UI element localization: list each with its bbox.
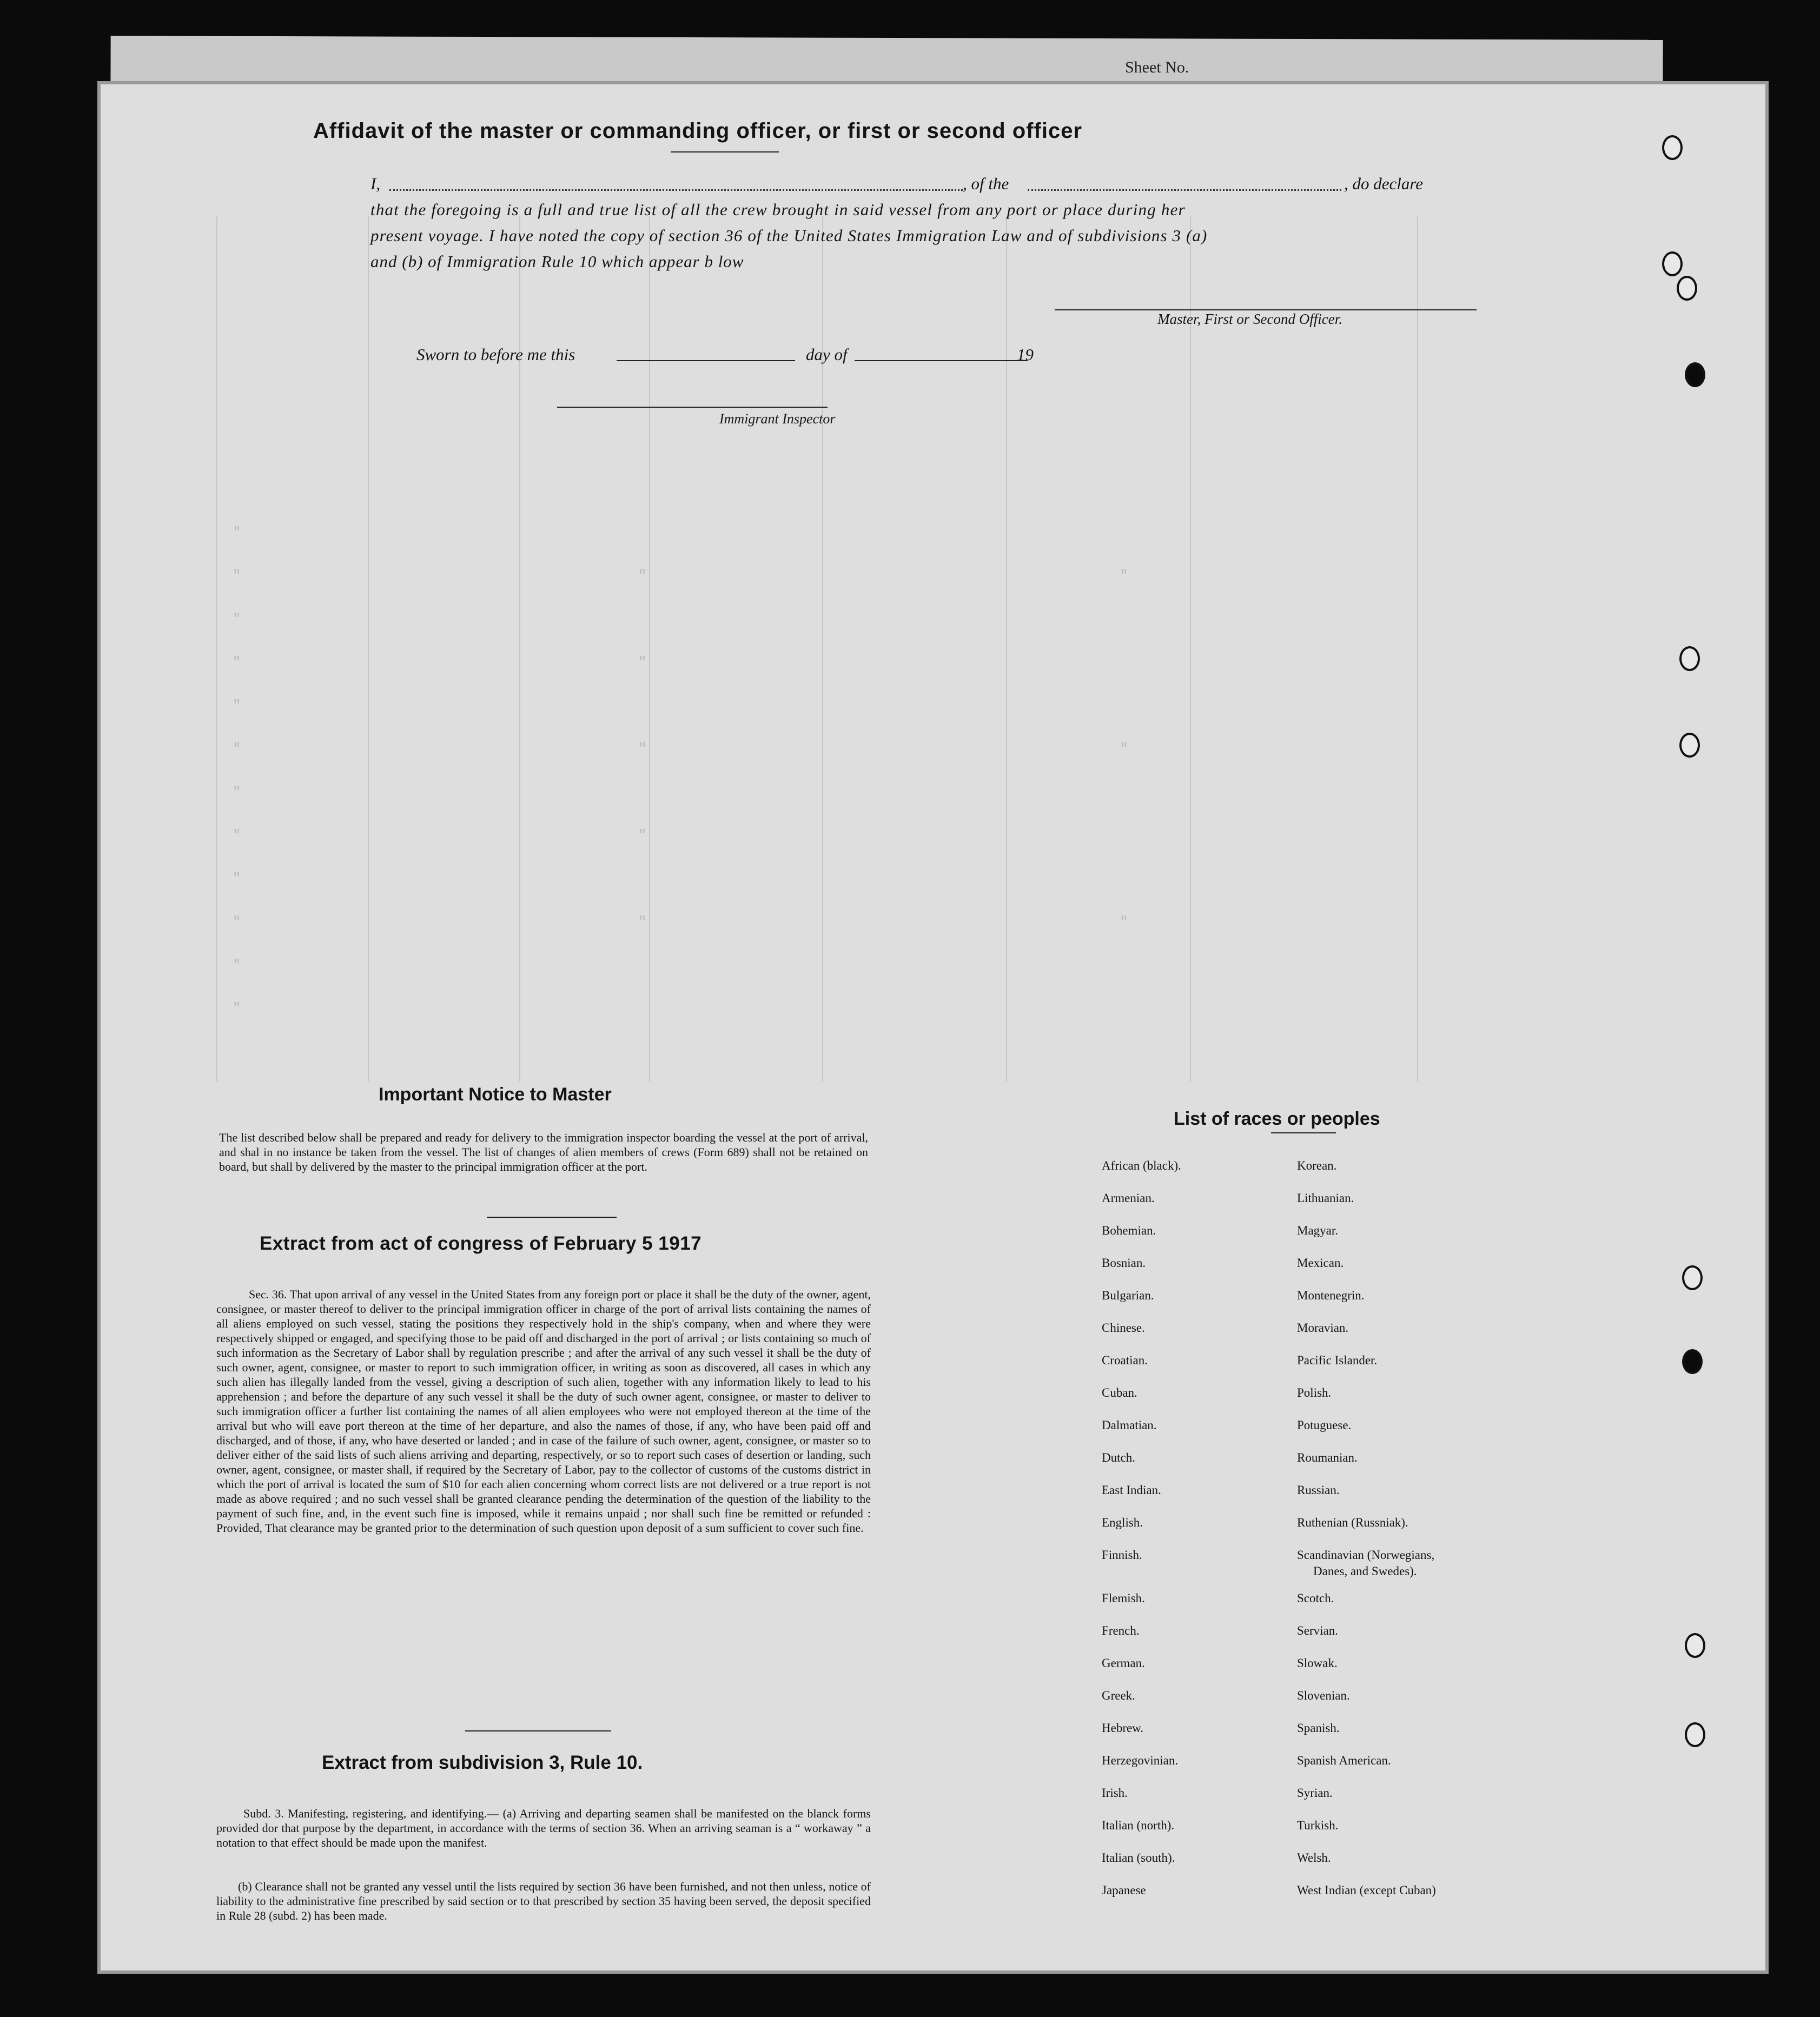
master-label: Master, First or Second Officer. xyxy=(1157,311,1342,327)
inspector-signature-line xyxy=(557,407,828,408)
punch-hole-icon xyxy=(1662,251,1683,276)
race-item: Ruthenian (Russniak). xyxy=(1297,1516,1408,1529)
ghost-rule xyxy=(1417,216,1418,1082)
race-item: Pacific Islander. xyxy=(1297,1353,1378,1367)
affidavit-line-4: and (b) of Immigration Rule 10 which appear b low xyxy=(370,252,744,271)
affidavit-line-2: that the foregoing is a full and true list of all the crew brought in said vessel from any port or place during her xyxy=(370,200,1186,219)
race-item: Finnish. xyxy=(1102,1548,1142,1562)
race-item: Polish. xyxy=(1297,1386,1332,1399)
affidavit-i: I, xyxy=(370,174,381,193)
ghost-text: ″ xyxy=(233,827,241,844)
ghost-rule xyxy=(368,216,369,1082)
race-item: Korean. xyxy=(1297,1159,1337,1172)
ghost-text: ″ xyxy=(1120,741,1128,757)
race-item: Greek. xyxy=(1102,1689,1135,1702)
notice-text: The list described below shall be prepared and ready for delivery to the immigration inspector boarding the vessel at the port of arrival, and shal in no instance be taken from the vessel. The list of changes of alien members of crews (Form 689) shall not be retained on board, but shall by delivered by the master to the principal immigration officer at the port. xyxy=(219,1131,868,1173)
punch-hole-icon xyxy=(1679,646,1700,671)
race-item: French. xyxy=(1102,1624,1140,1637)
race-item: East Indian. xyxy=(1102,1483,1161,1497)
punch-hole-icon xyxy=(1677,276,1697,301)
punch-hole-icon xyxy=(1685,362,1705,387)
notice-divider xyxy=(487,1217,617,1218)
ghost-text: ″ xyxy=(638,654,647,671)
ghost-rule xyxy=(1190,216,1191,1082)
race-item: Turkish. xyxy=(1297,1819,1339,1832)
sworn-month-blank xyxy=(855,360,1028,361)
race-item: Dutch. xyxy=(1102,1451,1135,1464)
race-item: Spanish. xyxy=(1297,1721,1340,1735)
year-label: 19 xyxy=(1017,345,1034,364)
race-item: Dalmatian. xyxy=(1102,1418,1157,1432)
ghost-text: ″ xyxy=(233,741,241,757)
race-item: German. xyxy=(1102,1656,1145,1670)
ghost-text: ″ xyxy=(638,741,647,757)
race-item: Chinese. xyxy=(1102,1321,1145,1335)
race-item: Italian (north). xyxy=(1102,1819,1175,1832)
race-item: Moravian. xyxy=(1297,1321,1349,1335)
race-item: Hebrew. xyxy=(1102,1721,1144,1735)
race-item: Mexican. xyxy=(1297,1256,1344,1270)
race-item: African (black). xyxy=(1102,1159,1181,1172)
ghost-rule xyxy=(649,216,650,1082)
race-item-continued: Danes, and Swedes). xyxy=(1313,1564,1417,1578)
race-item: Roumanian. xyxy=(1297,1451,1358,1464)
ghost-text: ″ xyxy=(233,957,241,973)
ghost-text: ″ xyxy=(638,914,647,930)
ghost-text: ″ xyxy=(233,784,241,800)
affidavit-line-3: present voyage. I have noted the copy of section 36 of the United States Immigration Law and of subdivisions 3 (a) xyxy=(370,226,1208,245)
ghost-text: ″ xyxy=(233,654,241,671)
notice-title: Important Notice to Master xyxy=(379,1084,612,1105)
day-of-label: day of xyxy=(806,345,848,364)
race-item: Irish. xyxy=(1102,1786,1128,1800)
affidavit-title: Affidavit of the master or commanding officer, or first or second officer xyxy=(313,119,1083,143)
ghost-text: ″ xyxy=(233,914,241,930)
race-item: Croatian. xyxy=(1102,1353,1148,1367)
race-item: Scandinavian (Norwegians, xyxy=(1297,1548,1435,1562)
sheet-number-label: Sheet No. xyxy=(1125,58,1189,76)
race-item: Servian. xyxy=(1297,1624,1339,1637)
race-item: Slowak. xyxy=(1297,1656,1338,1670)
punch-hole-icon xyxy=(1685,1633,1705,1658)
ghost-text: ″ xyxy=(233,698,241,714)
ghost-text: ″ xyxy=(638,568,647,584)
ghost-text: ″ xyxy=(1120,568,1128,584)
sworn-day-blank xyxy=(617,360,795,361)
race-item: Flemish. xyxy=(1102,1591,1145,1605)
race-item: Potuguese. xyxy=(1297,1418,1352,1432)
race-item: Russian. xyxy=(1297,1483,1340,1497)
race-item: West Indian (except Cuban) xyxy=(1297,1883,1436,1897)
master-signature-line xyxy=(1055,309,1477,310)
manifest-page xyxy=(97,58,1769,1974)
race-item: Bosnian. xyxy=(1102,1256,1146,1270)
name-blank xyxy=(389,189,963,191)
race-item: Italian (south). xyxy=(1102,1851,1175,1865)
race-item: Cuban. xyxy=(1102,1386,1137,1399)
races-underline xyxy=(1271,1132,1336,1133)
races-title: List of races or peoples xyxy=(1174,1109,1380,1129)
punch-hole-icon xyxy=(1685,1722,1705,1747)
affidavit-underline xyxy=(671,151,779,152)
rule-title: Extract from subdivision 3, Rule 10. xyxy=(322,1752,643,1773)
punch-hole-icon xyxy=(1662,135,1683,160)
race-item: Magyar. xyxy=(1297,1224,1339,1237)
race-item: English. xyxy=(1102,1516,1143,1529)
race-item: Japanese xyxy=(1102,1883,1146,1897)
ghost-text: ″ xyxy=(233,611,241,627)
race-item: Syrian. xyxy=(1297,1786,1333,1800)
race-item: Spanish American. xyxy=(1297,1754,1391,1767)
ghost-text: ″ xyxy=(638,827,647,844)
ghost-rule xyxy=(216,216,217,1082)
race-item: Armenian. xyxy=(1102,1191,1155,1205)
act-title: Extract from act of congress of February 5 1917 xyxy=(260,1233,702,1254)
ghost-text: ″ xyxy=(233,525,241,541)
vessel-blank xyxy=(1028,189,1341,191)
race-item: Welsh. xyxy=(1297,1851,1331,1865)
affidavit-declare: , do declare xyxy=(1344,174,1424,193)
punch-hole-icon xyxy=(1682,1349,1703,1374)
ghost-text: ″ xyxy=(233,871,241,887)
ghost-text: ″ xyxy=(233,568,241,584)
punch-hole-icon xyxy=(1679,733,1700,758)
race-item: Bohemian. xyxy=(1102,1224,1156,1237)
race-item: Scotch. xyxy=(1297,1591,1334,1605)
affidavit-of-the: , of the xyxy=(963,174,1009,193)
race-item: Bulgarian. xyxy=(1102,1289,1154,1302)
race-item: Slovenian. xyxy=(1297,1689,1350,1702)
race-item: Montenegrin. xyxy=(1297,1289,1365,1302)
ghost-text: ″ xyxy=(1120,914,1128,930)
ghost-rule xyxy=(1006,216,1007,1082)
rule-para-b: (b) Clearance shall not be granted any vessel until the lists required by section 36 have been furnished, and not then unless, notice of liability to the administrative fine prescribed by said section or to that prescribed by section 35 having been served, the deposit specified in Rule 28 (subd. 2) has been made. xyxy=(216,1880,871,1922)
sworn-label: Sworn to before me this xyxy=(416,345,575,364)
race-item: Herzegovinian. xyxy=(1102,1754,1179,1767)
punch-hole-icon xyxy=(1682,1265,1703,1290)
act-text: Sec. 36. That upon arrival of any vessel in the United States from any foreign port or place it shall be the duty of the owner, agent, consignee, or master thereof to deliver to the principal immigration officer in charge of the port of arrival lists containing the names of all aliens employed on such vessel, stating the positions they respectively hold in the ship's company, when and where they were respectively shipped or engaged, and specifying those to be paid off and discharged in the port of arrival ; or lists containing so much of such information as the Secretary of Labor shall by regulation prescribe ; and after the arrival of any such vessel it shall be the duty of such owner, agent, consignee, or master to report to such immigration officer, in writing as soon as discovered, all cases in which any such alien has illegally landed from the vessel, giving a description of such alien, together with any information likely to lead to his apprehension ; and before the departure of any such vessel it shall be the duty of such owner agent, consignee, or master to deliver to such immigration officer a further list containing the names of all alien employees who were not employed thereon at the time of the arrival but who will eave port thereon at the time of her departure, and also the names of those, if any, who have been paid off and discharged, and of those, if any, who have deserted or landed ; and in case of the failure of such owner, agent, consignee, or master so to deliver either of the said lists of such aliens arriving and departing, respectively, or so to report such cases of desertion or landing, such owner, agent, consignee, or master shall, if required by the Secretary of Labor, pay to the collector of customs of the customs district in which the port of arrival is located the sum of $10 for each alien concerning whom correct lists are not delivered or a true report is not made as above required ; and no such vessel shall be granted clearance pending the determination of the question of the liability to the payment of such fine, and, in the event such fine is imposed, while it remains unpaid ; nor shall such fine be remitted or refunded : Provided, That clearance may be granted prior to the determination of such question upon deposit of a sum sufficient to cover such fine. xyxy=(216,1288,871,1535)
ghost-text: ″ xyxy=(233,1000,241,1017)
inspector-label: Immigrant Inspector xyxy=(719,411,836,427)
act-divider xyxy=(465,1730,611,1731)
rule-para-a: Subd. 3. Manifesting, registering, and identifying.— (a) Arriving and departing seamen shall be manifested on the blanck forms provided dor that purpose by the department, in accordance with the terms of section 36. When an arriving seaman is a “ workaway ” a notation to that effect should be made upon the manifest. xyxy=(216,1807,871,1849)
race-item: Lithuanian. xyxy=(1297,1191,1354,1205)
